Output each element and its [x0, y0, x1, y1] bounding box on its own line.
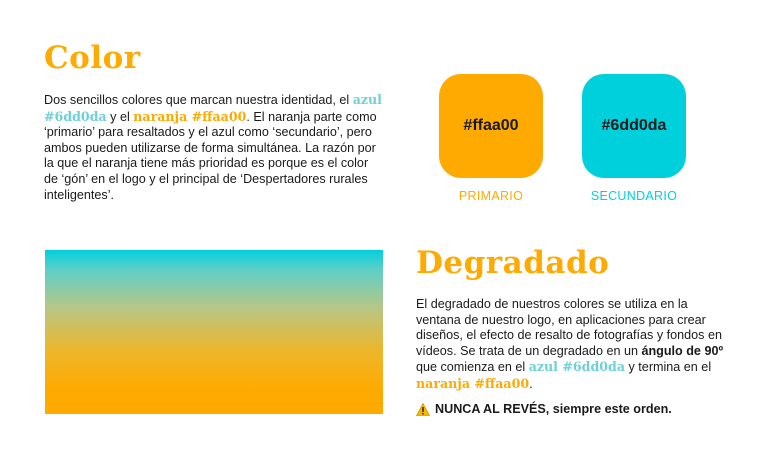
color-description — [44, 92, 384, 203]
warning-icon — [416, 403, 430, 416]
swatch-secondary — [582, 74, 686, 178]
gradient-description — [416, 297, 728, 393]
highlight-orange: naranja #ffaa00 — [133, 108, 247, 124]
swatch-secondary-label: SECUNDARIO — [590, 189, 678, 203]
swatch-primary — [439, 74, 543, 178]
gradient-sample — [45, 250, 383, 414]
gradient-highlight-orange: naranja #ffaa00 — [416, 375, 530, 391]
color-text-1: Dos sencillos colores que marcan nuestra identidad, el — [44, 93, 353, 107]
gradient-text-1: El degradado de nuestros colores se utiliza en la ventana de nuestro logo, en aplicaciones para crear diseños, el efecto de resalto de fotografías y fondos en vídeos. Se trata de un degradado en un — [416, 297, 722, 358]
warning-text: NUNCA AL REVÉS, siempre este orden. — [435, 402, 672, 416]
highlight-blue: azul #6dd0da — [44, 92, 382, 124]
gradient-section-title: Degradado — [416, 245, 610, 281]
gradient-highlight-blue: azul #6dd0da — [528, 359, 626, 375]
gradient-text-2: que comienza en el — [416, 360, 529, 375]
color-text-2: y el — [106, 109, 134, 124]
gradient-text-3: y termina en el — [625, 360, 712, 375]
swatch-primary-label: PRIMARIO — [458, 189, 524, 203]
warning-note — [416, 402, 672, 416]
swatch-primary-code: #ffaa00 — [463, 117, 519, 134]
swatch-secondary-code: #6dd0da — [601, 117, 667, 134]
angle-bold: ángulo de 90º — [641, 343, 724, 358]
gradient-text-4: . — [529, 376, 533, 391]
color-section-title: Color — [44, 40, 141, 76]
color-text-3: . El naranja parte como ‘primario’ para resaltados y el azul como ‘secundario’, pero ambos pueden utilizarse de forma simultánea. La razón por la que el naranja tiene más prioridad es porque es el color de ‘gón’ en el logo y el principal de ‘Despertadores rurales inteligentes’. — [44, 109, 377, 202]
